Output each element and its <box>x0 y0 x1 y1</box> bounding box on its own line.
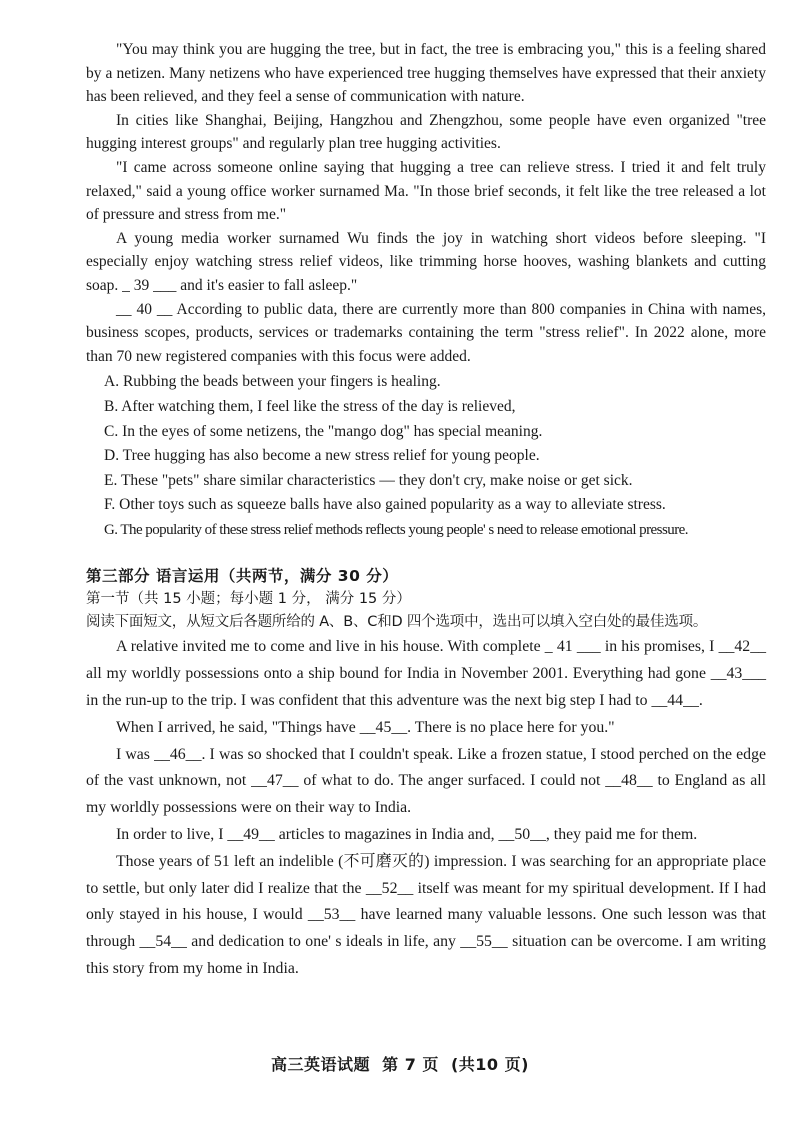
cloze-paragraph-1: A relative invited me to come and live in his house. With complete _ 41 ___ in his promises, I __42__ all my worldly possessions onto a ship bound for India in November 2001. Everything had gone __43___ in the run-up to the trip. I was confident that this adventure was the next big step I had to __44__. <box>86 638 766 710</box>
option-f: F. Other toys such as squeeze balls have also gained popularity as a way to alleviate stress. <box>104 496 666 514</box>
footer-page-number: 第 7 页 <box>382 1055 439 1074</box>
cloze-paragraph-5: Those years of 51 left an indelible (不可磨灭的) impression. I was searching for an appropriate place to settle, but only later did I realize that the __52__ itself was meant for my spiritual development. If I had only stayed in his house, I would __53__ have learned many valuable lessons. One such lesson was that through __54__ and dedication to one' s ideals in life, any __55__ situation can be overcome. I am writing this story from my home in India. <box>86 852 766 978</box>
reading-paragraph-2: In cities like Shanghai, Beijing, Hangzhou and Zhengzhou, some people have even organized "tree hugging interest groups" and regularly plan tree hugging activities. <box>86 111 766 153</box>
page-footer <box>0 1052 800 1075</box>
reading-paragraph-3: "I came across someone online saying that hugging a tree can relieve stress. I tried it and felt truly relaxed," said a young office worker surnamed Ma. "In those brief seconds, it felt like the tree released a lot of pressure and stress from me." <box>86 158 766 224</box>
footer-total-pages: (共10 页) <box>450 1055 529 1074</box>
footer-subject: 高三英语试题 <box>271 1055 371 1074</box>
reading-passage <box>86 38 766 368</box>
section1-title: 第一节（共 15 小题；每小题 1 分， 满分 15 分） <box>86 591 411 608</box>
reading-paragraph-4: A young media worker surnamed Wu finds the joy in watching short videos before sleeping. "I especially enjoy watching stress relief videos, like trimming horse hooves, washing blankets and cutting soap. _ 39 ___ and it's easier to fall asleep." <box>86 229 766 294</box>
option-g: G. The popularity of these stress relief methods reflects young people' s need to release emotional pressure. <box>104 521 688 538</box>
option-list <box>86 370 766 542</box>
option-e: E. These "pets" share similar characteristics — they don't cry, make noise or get sick. <box>104 471 633 489</box>
reading-paragraph-1: "You may think you are hugging the tree, but in fact, the tree is embracing you," this is a feeling shared by a netizen. Many netizens who have experienced tree hugging themselves have expressed that their anxiety has been relieved, and they feel a sense of communication with nature. <box>86 41 766 106</box>
cloze-instruction: 阅读下面短文，从短文后各题所给的 A、B、C和D 四个选项中，选出可以填入空白处的最佳选项。 <box>86 614 708 631</box>
option-a: A. Rubbing the beads between your fingers is healing. <box>104 373 441 391</box>
option-d: D. Tree hugging has also become a new stress relief for young people. <box>104 447 540 465</box>
option-c: C. In the eyes of some netizens, the "mango dog" has special meaning. <box>104 422 543 440</box>
option-b: B. After watching them, I feel like the stress of the day is relieved, <box>104 397 516 415</box>
reading-paragraph-5: __ 40 __ According to public data, there are currently more than 800 companies in China with names, business scopes, products, services or trademarks containing the term "stress relief". In 2022 alone, more than 70 new registered companies with this focus were added. <box>86 300 766 365</box>
cloze-paragraph-3: I was __46__. I was so shocked that I couldn't speak. Like a frozen statue, I stood perched on the edge of the vast unknown, not __47__ of what to do. The anger surfaced. I could not __48__ to England as all my worldly possessions were on their way to India. <box>86 745 766 817</box>
part3-title: 第三部分 语言运用（共两节，满分 30 分） <box>86 567 399 586</box>
cloze-paragraph-4: In order to live, I __49__ articles to magazines in India and, __50__, they paid me for them. <box>116 826 698 844</box>
cloze-paragraph-2: When I arrived, he said, "Things have __45__. There is no place here for you." <box>116 718 615 736</box>
cloze-passage <box>86 634 766 982</box>
